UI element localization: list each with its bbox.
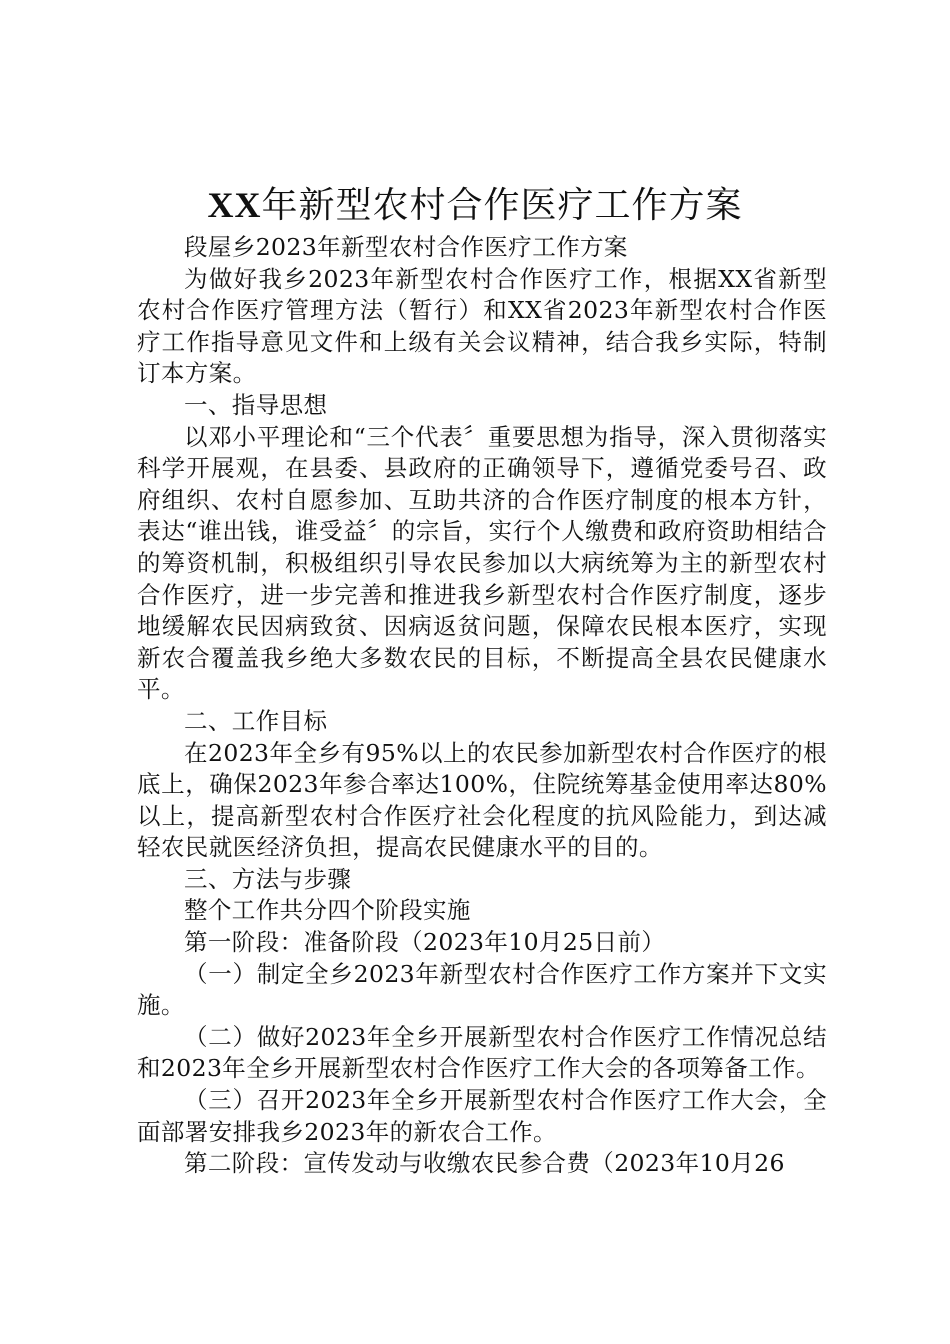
phase-one-item-1: （一）制定全乡2023年新型农村合作医疗工作方案并下文实施。 <box>137 959 827 1020</box>
phase-two-heading: 第二阶段：宣传发动与收缴农民参合费（2023年10月26 <box>184 1149 785 1178</box>
phases-overview-line: 整个工作共分四个阶段实施 <box>184 896 471 925</box>
phase-one-item-3: （三）召开2023年全乡开展新型农村合作医疗工作大会，全面部署安排我乡2023年的新农合工作。 <box>137 1086 827 1146</box>
title-prefix: XX <box>207 185 262 225</box>
title-text: 年新型农村合作医疗工作方案 <box>261 185 743 226</box>
phase-one-heading: 第一阶段：准备阶段（2023年10月25日前） <box>184 928 666 957</box>
guiding-ideology-paragraph: 以邓小平理论和“三个代表〞重要思想为指导，深入贯彻落实科学开展观，在县委、县政府的正确领导下，遵循党委号召、政府组织、农村自愿参加、互助共济的合作医疗制度的根本方针，表达“谁出钱，谁受益〞的宗旨，实行个人缴费和政府资助相结合的筹资机制，积极组织引导农民参加以大病统筹为主的新型农村合作医疗，进一步完善和推进我乡新型农村合作医疗制度，逐步地缓解农民因病致贫、因病返贫问题，保障农民根本医疗，实现新农合覆盖我乡绝大多数农民的目标，不断提高全县农民健康水平。 <box>137 422 827 704</box>
subtitle-line: 段屋乡2023年新型农村合作医疗工作方案 <box>184 233 628 261</box>
section-heading-work-goals: 二、工作目标 <box>184 706 328 735</box>
document-title <box>0 178 950 233</box>
work-goals-paragraph: 在2023年全乡有95%以上的农民参加新型农村合作医疗的根底上，确保2023年参合率达100%，住院统筹基金使用率达80%以上，提高新型农村合作医疗社会化程度的抗风险能力，到达减轻农民就医经济负担，提高农民健康水平的目的。 <box>137 738 827 862</box>
phase-one-item-2: （二）做好2023年全乡开展新型农村合作医疗工作情况总结和2023年全乡开展新型农村合作医疗工作大会的各项筹备工作。 <box>137 1022 827 1083</box>
section-heading-guiding-ideology: 一、指导思想 <box>184 390 328 419</box>
intro-paragraph: 为做好我乡2023年新型农村合作医疗工作，根据XX省新型农村合作医疗管理方法（暂行）和XX省2023年新型农村合作医疗工作指导意见文件和上级有关会议精神，结合我乡实际，特制订本方案。 <box>137 264 827 388</box>
section-heading-methods-steps: 三、方法与步骤 <box>184 864 352 893</box>
document-body <box>137 232 827 1180</box>
